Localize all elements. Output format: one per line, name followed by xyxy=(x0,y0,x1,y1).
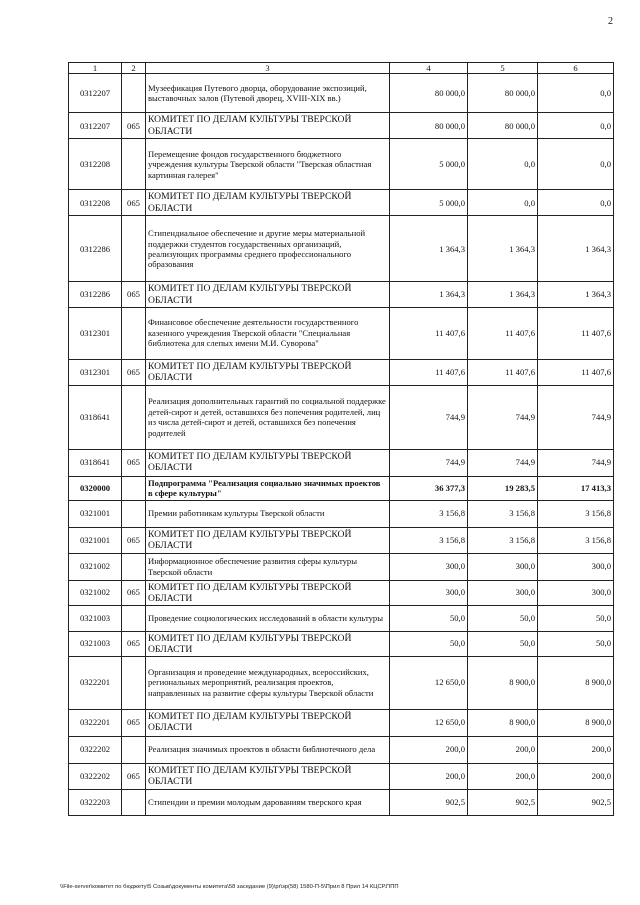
description-cell: Реализация дополнительных гарантий по социальной поддержке детей-сирот и детей, оставшихся без попечения родителей, лиц из числа детей-сирот и детей, оставшихся без попечения родителей xyxy=(146,385,390,449)
budget-table xyxy=(68,62,614,816)
amount-col6-cell: 902,5 xyxy=(538,789,614,815)
sub-cell: 065 xyxy=(122,113,146,139)
sub-cell xyxy=(122,385,146,449)
description-cell: Музеефикация Путевого дворца, оборудование экспозиций, выставочных залов (Путевой дворец, XVIII-XIX вв.) xyxy=(146,74,390,113)
table-row xyxy=(69,736,614,763)
code-cell: 0322201 xyxy=(69,709,122,736)
sub-cell xyxy=(122,500,146,527)
code-cell: 0321001 xyxy=(69,500,122,527)
amount-col6-cell: 300,0 xyxy=(538,580,614,605)
code-cell: 0312207 xyxy=(69,113,122,139)
table-row xyxy=(69,216,614,282)
sub-cell xyxy=(122,789,146,815)
page-number: 2 xyxy=(608,16,613,27)
amount-col5-cell: 8 900,0 xyxy=(468,656,538,709)
column-header: 3 xyxy=(146,63,390,74)
code-cell: 0322202 xyxy=(69,736,122,763)
column-header: 1 xyxy=(69,63,122,74)
amount-col4-cell: 744,9 xyxy=(390,385,468,449)
table-row xyxy=(69,580,614,605)
table-row xyxy=(69,553,614,580)
table-row xyxy=(69,307,614,359)
table-row xyxy=(69,605,614,631)
description-cell: КОМИТЕТ ПО ДЕЛАМ КУЛЬТУРЫ ТВЕРСКОЙ ОБЛАСТИ xyxy=(146,580,390,605)
description-cell: Финансовое обеспечение деятельности государственного казенного учреждения Тверской области "Специальная библиотека для слепых имени М.И. Суворова" xyxy=(146,307,390,359)
amount-col4-cell: 50,0 xyxy=(390,605,468,631)
amount-col5-cell: 1 364,3 xyxy=(468,282,538,307)
code-cell: 0321002 xyxy=(69,553,122,580)
amount-col4-cell: 902,5 xyxy=(390,789,468,815)
sub-cell xyxy=(122,736,146,763)
amount-col4-cell: 300,0 xyxy=(390,580,468,605)
description-cell: КОМИТЕТ ПО ДЕЛАМ КУЛЬТУРЫ ТВЕРСКОЙ ОБЛАСТИ xyxy=(146,527,390,553)
description-cell: Перемещение фондов государственного бюджетного учреждения культуры Тверской области "Тверская областная картинная галерея" xyxy=(146,139,390,190)
amount-col4-cell: 5 000,0 xyxy=(390,190,468,216)
amount-col5-cell: 80 000,0 xyxy=(468,113,538,139)
sub-cell xyxy=(122,216,146,282)
description-cell: КОМИТЕТ ПО ДЕЛАМ КУЛЬТУРЫ ТВЕРСКОЙ ОБЛАСТИ xyxy=(146,631,390,656)
table-row xyxy=(69,500,614,527)
table-row xyxy=(69,74,614,113)
amount-col5-cell: 3 156,8 xyxy=(468,500,538,527)
table-row xyxy=(69,709,614,736)
sub-cell xyxy=(122,139,146,190)
amount-col5-cell: 300,0 xyxy=(468,553,538,580)
amount-col5-cell: 300,0 xyxy=(468,580,538,605)
amount-col4-cell: 3 156,8 xyxy=(390,500,468,527)
description-cell: Стипендиальное обеспечение и другие меры материальной поддержки студентов государственных организаций, реализующих программы среднего профессионального образования xyxy=(146,216,390,282)
amount-col4-cell: 12 650,0 xyxy=(390,656,468,709)
sub-cell: 065 xyxy=(122,282,146,307)
table-row xyxy=(69,282,614,307)
code-cell: 0312208 xyxy=(69,190,122,216)
sub-cell xyxy=(122,553,146,580)
amount-col5-cell: 1 364,3 xyxy=(468,216,538,282)
amount-col4-cell: 11 407,6 xyxy=(390,307,468,359)
header-row xyxy=(69,63,614,74)
amount-col5-cell: 744,9 xyxy=(468,449,538,476)
table-row xyxy=(69,385,614,449)
amount-col6-cell: 200,0 xyxy=(538,763,614,789)
amount-col6-cell: 1 364,3 xyxy=(538,216,614,282)
code-cell: 0321003 xyxy=(69,631,122,656)
code-cell: 0321002 xyxy=(69,580,122,605)
amount-col5-cell: 19 283,5 xyxy=(468,476,538,500)
table-row xyxy=(69,190,614,216)
sub-cell xyxy=(122,307,146,359)
code-cell: 0321003 xyxy=(69,605,122,631)
sub-cell xyxy=(122,656,146,709)
amount-col4-cell: 1 364,3 xyxy=(390,282,468,307)
amount-col4-cell: 1 364,3 xyxy=(390,216,468,282)
amount-col6-cell: 0,0 xyxy=(538,190,614,216)
code-cell: 0322201 xyxy=(69,656,122,709)
description-cell: КОМИТЕТ ПО ДЕЛАМ КУЛЬТУРЫ ТВЕРСКОЙ ОБЛАСТИ xyxy=(146,449,390,476)
description-cell: КОМИТЕТ ПО ДЕЛАМ КУЛЬТУРЫ ТВЕРСКОЙ ОБЛАСТИ xyxy=(146,190,390,216)
amount-col5-cell: 744,9 xyxy=(468,385,538,449)
amount-col4-cell: 12 650,0 xyxy=(390,709,468,736)
amount-col6-cell: 300,0 xyxy=(538,553,614,580)
amount-col6-cell: 0,0 xyxy=(538,74,614,113)
sub-cell: 065 xyxy=(122,190,146,216)
sub-cell: 065 xyxy=(122,763,146,789)
description-cell: Реализация значимых проектов в области библиотечного дела xyxy=(146,736,390,763)
code-cell: 0321001 xyxy=(69,527,122,553)
amount-col4-cell: 36 377,3 xyxy=(390,476,468,500)
table-row xyxy=(69,359,614,385)
amount-col6-cell: 17 413,3 xyxy=(538,476,614,500)
code-cell: 0312286 xyxy=(69,216,122,282)
column-header: 2 xyxy=(122,63,146,74)
description-cell: Подпрограмма "Реализация социально значимых проектов в сфере культуры" xyxy=(146,476,390,500)
amount-col6-cell: 3 156,8 xyxy=(538,500,614,527)
amount-col4-cell: 80 000,0 xyxy=(390,74,468,113)
code-cell: 0312301 xyxy=(69,359,122,385)
amount-col5-cell: 11 407,6 xyxy=(468,359,538,385)
amount-col6-cell: 8 900,0 xyxy=(538,656,614,709)
amount-col4-cell: 3 156,8 xyxy=(390,527,468,553)
sub-cell: 065 xyxy=(122,527,146,553)
description-cell: КОМИТЕТ ПО ДЕЛАМ КУЛЬТУРЫ ТВЕРСКОЙ ОБЛАСТИ xyxy=(146,359,390,385)
code-cell: 0318641 xyxy=(69,385,122,449)
description-cell: Информационное обеспечение развития сферы культуры Тверской области xyxy=(146,553,390,580)
code-cell: 0322202 xyxy=(69,763,122,789)
description-cell: Стипендии и премии молодым дарованиям тверского края xyxy=(146,789,390,815)
amount-col6-cell: 11 407,6 xyxy=(538,359,614,385)
amount-col6-cell: 50,0 xyxy=(538,605,614,631)
code-cell: 0312208 xyxy=(69,139,122,190)
amount-col5-cell: 50,0 xyxy=(468,605,538,631)
amount-col4-cell: 80 000,0 xyxy=(390,113,468,139)
description-cell: КОМИТЕТ ПО ДЕЛАМ КУЛЬТУРЫ ТВЕРСКОЙ ОБЛАСТИ xyxy=(146,763,390,789)
table-row xyxy=(69,139,614,190)
table-row xyxy=(69,763,614,789)
sub-cell: 065 xyxy=(122,631,146,656)
description-cell: Премии работникам культуры Тверской области xyxy=(146,500,390,527)
code-cell: 0312286 xyxy=(69,282,122,307)
table-row xyxy=(69,656,614,709)
amount-col6-cell: 0,0 xyxy=(538,139,614,190)
file-path-footer: \\File-server\комитет по бюджету\5 Созыв\документы комитета\58 заседание (9)\pr\зр(58) 1580-П-5\Прил 8 Прил 14 КЦСР.ППП xyxy=(60,884,399,890)
sub-cell xyxy=(122,74,146,113)
column-header: 4 xyxy=(390,63,468,74)
amount-col4-cell: 5 000,0 xyxy=(390,139,468,190)
description-cell: КОМИТЕТ ПО ДЕЛАМ КУЛЬТУРЫ ТВЕРСКОЙ ОБЛАСТИ xyxy=(146,282,390,307)
amount-col4-cell: 200,0 xyxy=(390,763,468,789)
sub-cell: 065 xyxy=(122,359,146,385)
amount-col5-cell: 80 000,0 xyxy=(468,74,538,113)
table-row xyxy=(69,631,614,656)
code-cell: 0322203 xyxy=(69,789,122,815)
amount-col4-cell: 200,0 xyxy=(390,736,468,763)
code-cell: 0320000 xyxy=(69,476,122,500)
amount-col6-cell: 50,0 xyxy=(538,631,614,656)
amount-col5-cell: 200,0 xyxy=(468,763,538,789)
sub-cell: 065 xyxy=(122,449,146,476)
sub-cell: 065 xyxy=(122,709,146,736)
amount-col6-cell: 3 156,8 xyxy=(538,527,614,553)
amount-col5-cell: 50,0 xyxy=(468,631,538,656)
sub-cell xyxy=(122,476,146,500)
code-cell: 0312207 xyxy=(69,74,122,113)
table-row xyxy=(69,113,614,139)
amount-col6-cell: 200,0 xyxy=(538,736,614,763)
table-row xyxy=(69,527,614,553)
description-cell: Проведение социологических исследований в области культуры xyxy=(146,605,390,631)
sub-cell: 065 xyxy=(122,580,146,605)
amount-col5-cell: 902,5 xyxy=(468,789,538,815)
amount-col5-cell: 11 407,6 xyxy=(468,307,538,359)
table-row xyxy=(69,789,614,815)
description-cell: КОМИТЕТ ПО ДЕЛАМ КУЛЬТУРЫ ТВЕРСКОЙ ОБЛАСТИ xyxy=(146,709,390,736)
amount-col6-cell: 1 364,3 xyxy=(538,282,614,307)
table-row xyxy=(69,476,614,500)
sub-cell xyxy=(122,605,146,631)
amount-col4-cell: 50,0 xyxy=(390,631,468,656)
code-cell: 0318641 xyxy=(69,449,122,476)
column-header: 6 xyxy=(538,63,614,74)
amount-col6-cell: 8 900,0 xyxy=(538,709,614,736)
amount-col6-cell: 744,9 xyxy=(538,385,614,449)
amount-col4-cell: 300,0 xyxy=(390,553,468,580)
column-header: 5 xyxy=(468,63,538,74)
table-row xyxy=(69,449,614,476)
amount-col6-cell: 0,0 xyxy=(538,113,614,139)
amount-col5-cell: 0,0 xyxy=(468,190,538,216)
description-cell: КОМИТЕТ ПО ДЕЛАМ КУЛЬТУРЫ ТВЕРСКОЙ ОБЛАСТИ xyxy=(146,113,390,139)
amount-col4-cell: 744,9 xyxy=(390,449,468,476)
amount-col6-cell: 744,9 xyxy=(538,449,614,476)
code-cell: 0312301 xyxy=(69,307,122,359)
amount-col4-cell: 11 407,6 xyxy=(390,359,468,385)
amount-col6-cell: 11 407,6 xyxy=(538,307,614,359)
amount-col5-cell: 200,0 xyxy=(468,736,538,763)
amount-col5-cell: 8 900,0 xyxy=(468,709,538,736)
description-cell: Организация и проведение международных, всероссийских, региональных мероприятий, реализация проектов, направленных на развитие сферы культуры Тверской области xyxy=(146,656,390,709)
amount-col5-cell: 0,0 xyxy=(468,139,538,190)
amount-col5-cell: 3 156,8 xyxy=(468,527,538,553)
